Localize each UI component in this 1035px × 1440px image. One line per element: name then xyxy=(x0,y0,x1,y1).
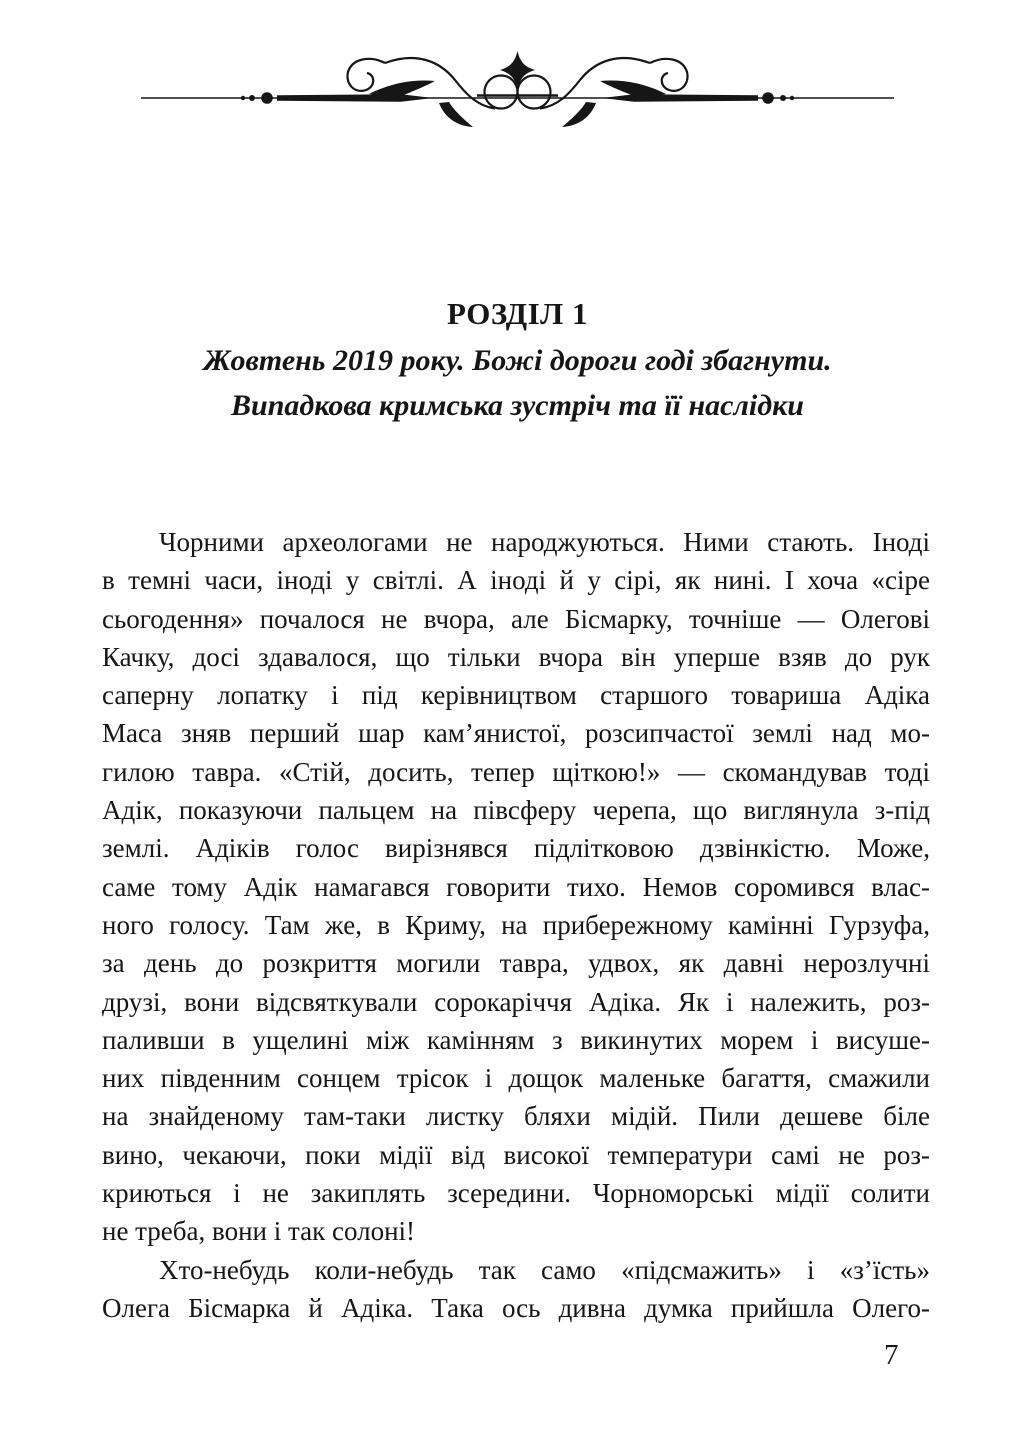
chapter-subtitle xyxy=(0,338,1035,428)
text-line: землі. Адіків голос вирізнявся підлітковою дзвінкістю. Може, xyxy=(102,833,930,864)
text-line: Маса зняв перший шар кам’янистої, розсипчастої землі над мо- xyxy=(102,718,930,749)
text-line: них південним сонцем трісок і дощок маленьке багаття, смажили xyxy=(102,1063,930,1094)
text-line: саме тому Адік намагався говорити тихо. Немов соромився влас- xyxy=(102,871,930,902)
text-line: гилою тавра. «Стій, досить, тепер щіткою!» — скомандував тоді xyxy=(102,756,930,787)
chapter-title: РОЗДІЛ 1 xyxy=(446,296,589,331)
text-line: криються і не закиплять зсередини. Чорноморські мідії солити xyxy=(102,1178,930,1209)
text-line: паливши в ущелині між камінням з викинутих морем і висуше- xyxy=(102,1024,930,1055)
page-number: 7 xyxy=(884,1339,899,1371)
text-line: саперну лопатку і під керівництвом старшого товариша Адіка xyxy=(102,680,930,711)
text-line: друзі, вони відсвяткували сорокаріччя Адіка. Як і належить, роз- xyxy=(102,986,930,1017)
text-line: Олега Бісмарка й Адіка. Така ось дивна думка прийшла Олего- xyxy=(102,1292,930,1323)
text-line: не треба, вони і так солоні! xyxy=(102,1216,416,1247)
chapter-subtitle-line-1: Жовтень 2019 року. Божі дороги годі збагнути. xyxy=(203,344,832,377)
flourish-divider-ornament xyxy=(139,50,896,146)
chapter-subtitle-line-2: Випадкова кримська зустріч та її наслідки xyxy=(231,389,804,422)
text-line: на знайденому там-таки листку бляхи мідій. Пили дешеве біле xyxy=(102,1101,930,1132)
text-line: Адік, показуючи пальцем на півсферу черепа, що виглянула з-під xyxy=(102,795,930,826)
text-line: Хто-небудь коли-небудь так само «підсмажить» і «з’їсть» xyxy=(159,1254,930,1285)
text-line: в темні часи, іноді у світлі. А іноді й у сірі, як нині. І хоча «сіре xyxy=(102,565,930,596)
text-line: сьогодення» почалося не вчора, але Бісмарку, точніше — Олегові xyxy=(102,603,930,634)
text-line: за день до розкриття могили тавра, удвох, як давні нерозлучні xyxy=(102,948,930,979)
text-line: Качку, досі здавалося, що тільки вчора він уперше взяв до рук xyxy=(102,641,930,672)
text-line: вино, чекаючи, поки мідії від високої температури самі не роз- xyxy=(102,1139,930,1170)
text-line: Чорними археологами не народжуються. Ними стають. Іноді xyxy=(159,527,930,557)
text-line: ного голосу. Там же, в Криму, на прибережному камінні Гурзуфа, xyxy=(102,909,930,940)
body-text xyxy=(102,523,930,1327)
